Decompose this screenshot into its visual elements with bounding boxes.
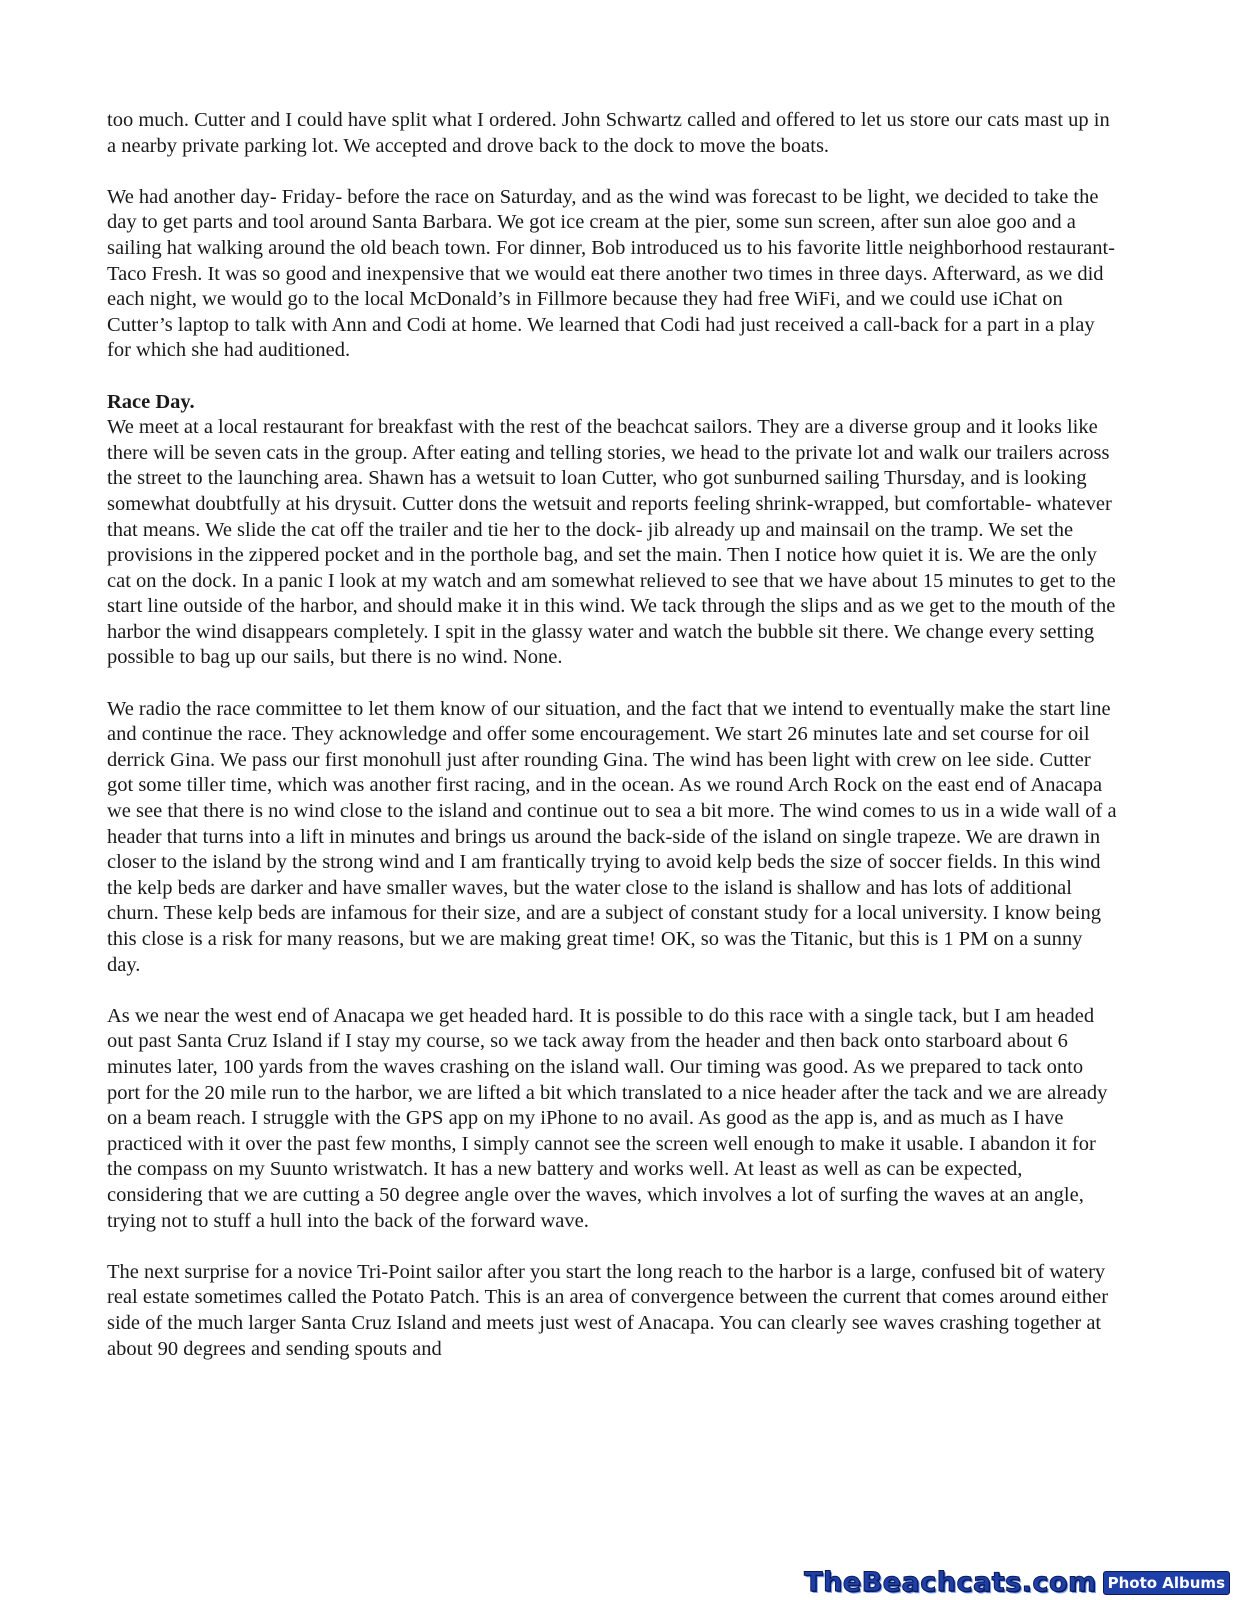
paragraph: too much. Cutter and I could have split what I ordered. John Schwartz called and offered to let us store our cats mast up in a nearby private parking lot. We accepted and drove back to the dock to move the boats. <box>107 109 1110 157</box>
site-watermark <box>794 1563 1236 1600</box>
race-day-section <box>107 390 1117 1363</box>
watermark-logo: TheBeachcats.com <box>804 1567 1097 1598</box>
paragraph: We meet at a local restaurant for breakfast with the rest of the beachcat sailors. They are a diverse group and it looks like there will be seven cats in the group. After eating and telling stories, we head to the private lot and walk our trailers across the street to the launching area. Shawn has a wetsuit to loan Cutter, who got sunburned sailing Thursday, and is looking somewhat doubtfully at his drysuit. Cutter dons the wetsuit and reports feeling shrink-wrapped, but comfortable- whatever that means. We slide the cat off the trailer and tie her to the dock- jib already up and mainsail on the tramp. We set the provisions in the zippered pocket and in the porthole bag, and set the main. Then I notice how quiet it is. We are the only cat on the dock. In a panic I look at my watch and am somewhat relieved to see that we have about 15 minutes to get to the start line outside of the harbor, and should make it in this wind. We tack through the slips and as we get to the mouth of the harbor the wind disappears completely. I spit in the glassy water and watch the bubble sit there. We change every setting possible to bag up our sails, but there is no wind. None. <box>107 416 1116 669</box>
watermark-subtitle: Photo Albums <box>1103 1571 1230 1595</box>
document-body <box>107 108 1117 1388</box>
paragraph: As we near the west end of Anacapa we get headed hard. It is possible to do this race with a single tack, but I am headed out past Santa Cruz Island if I stay my course, so we tack away from the header and then back onto starboard about 6 minutes later, 100 yards from the waves crashing on the island wall. Our timing was good. As we prepared to tack onto port for the 20 mile run to the harbor, we are lifted a bit which translated to a nice header after the tack and we are already on a beam reach. I struggle with the GPS app on my iPhone to no avail. As good as the app is, and as much as I have practiced with it over the past few months, I simply cannot see the screen well enough to make it usable. I abandon it for the compass on my Suunto wristwatch. It has a new battery and works well. At least as well as can be expected, considering that we are cutting a 50 degree angle over the waves, which involves a lot of surfing the waves at an angle, trying not to stuff a hull into the back of the forward wave. <box>107 1004 1108 1232</box>
paragraph: We had another day- Friday- before the race on Saturday, and as the wind was forecast to be light, we decided to take the day to get parts and tool around Santa Barbara. We got ice cream at the pier, some sun screen, after sun aloe goo and a sailing hat walking around the old beach town. For dinner, Bob introduced us to his favorite little neighborhood restaurant- Taco Fresh. It was so good and inexpensive that we would eat there another two times in three days. Afterward, as we did each night, we would go to the local McDonald’s in Fillmore because they had free WiFi, and we could use iChat on Cutter’s laptop to talk with Ann and Codi at home. We learned that Codi had just received a call-back for a part in a play for which she had auditioned. <box>107 185 1116 362</box>
paragraph: We radio the race committee to let them know of our situation, and the fact that we intend to eventually make the start line and continue the race. They acknowledge and offer some encouragement. We start 26 minutes late and set course for oil derrick Gina. We pass our first monohull just after rounding Gina. The wind has been light with crew on lee side. Cutter got some tiller time, which was another first racing, and in the ocean. As we round Arch Rock on the east end of Anacapa we see that there is no wind close to the island and continue out to sea a bit more. The wind comes to us in a wide wall of a header that turns into a lift in minutes and brings us around the back-side of the island on single trapeze. We are drawn in closer to the island by the strong wind and I am frantically trying to avoid kelp beds the size of soccer fields. In this wind the kelp beds are darker and have smaller waves, but the water close to the island is shallow and has lots of additional churn. These kelp beds are infamous for their size, and are a subject of constant study for a local university. I know being this close is a risk for many reasons, but we are making great time! OK, so was the Titanic, but this is 1 PM on a sunny day. <box>107 697 1117 976</box>
paragraph: The next surprise for a novice Tri-Point sailor after you start the long reach to the harbor is a large, confused bit of watery real estate sometimes called the Potato Patch. This is an area of convergence between the current that comes around either side of the much larger Santa Cruz Island and meets just west of Anacapa. You can clearly see waves crashing together at about 90 degrees and sending spouts and <box>107 1260 1109 1360</box>
section-heading: Race Day. <box>107 390 195 413</box>
